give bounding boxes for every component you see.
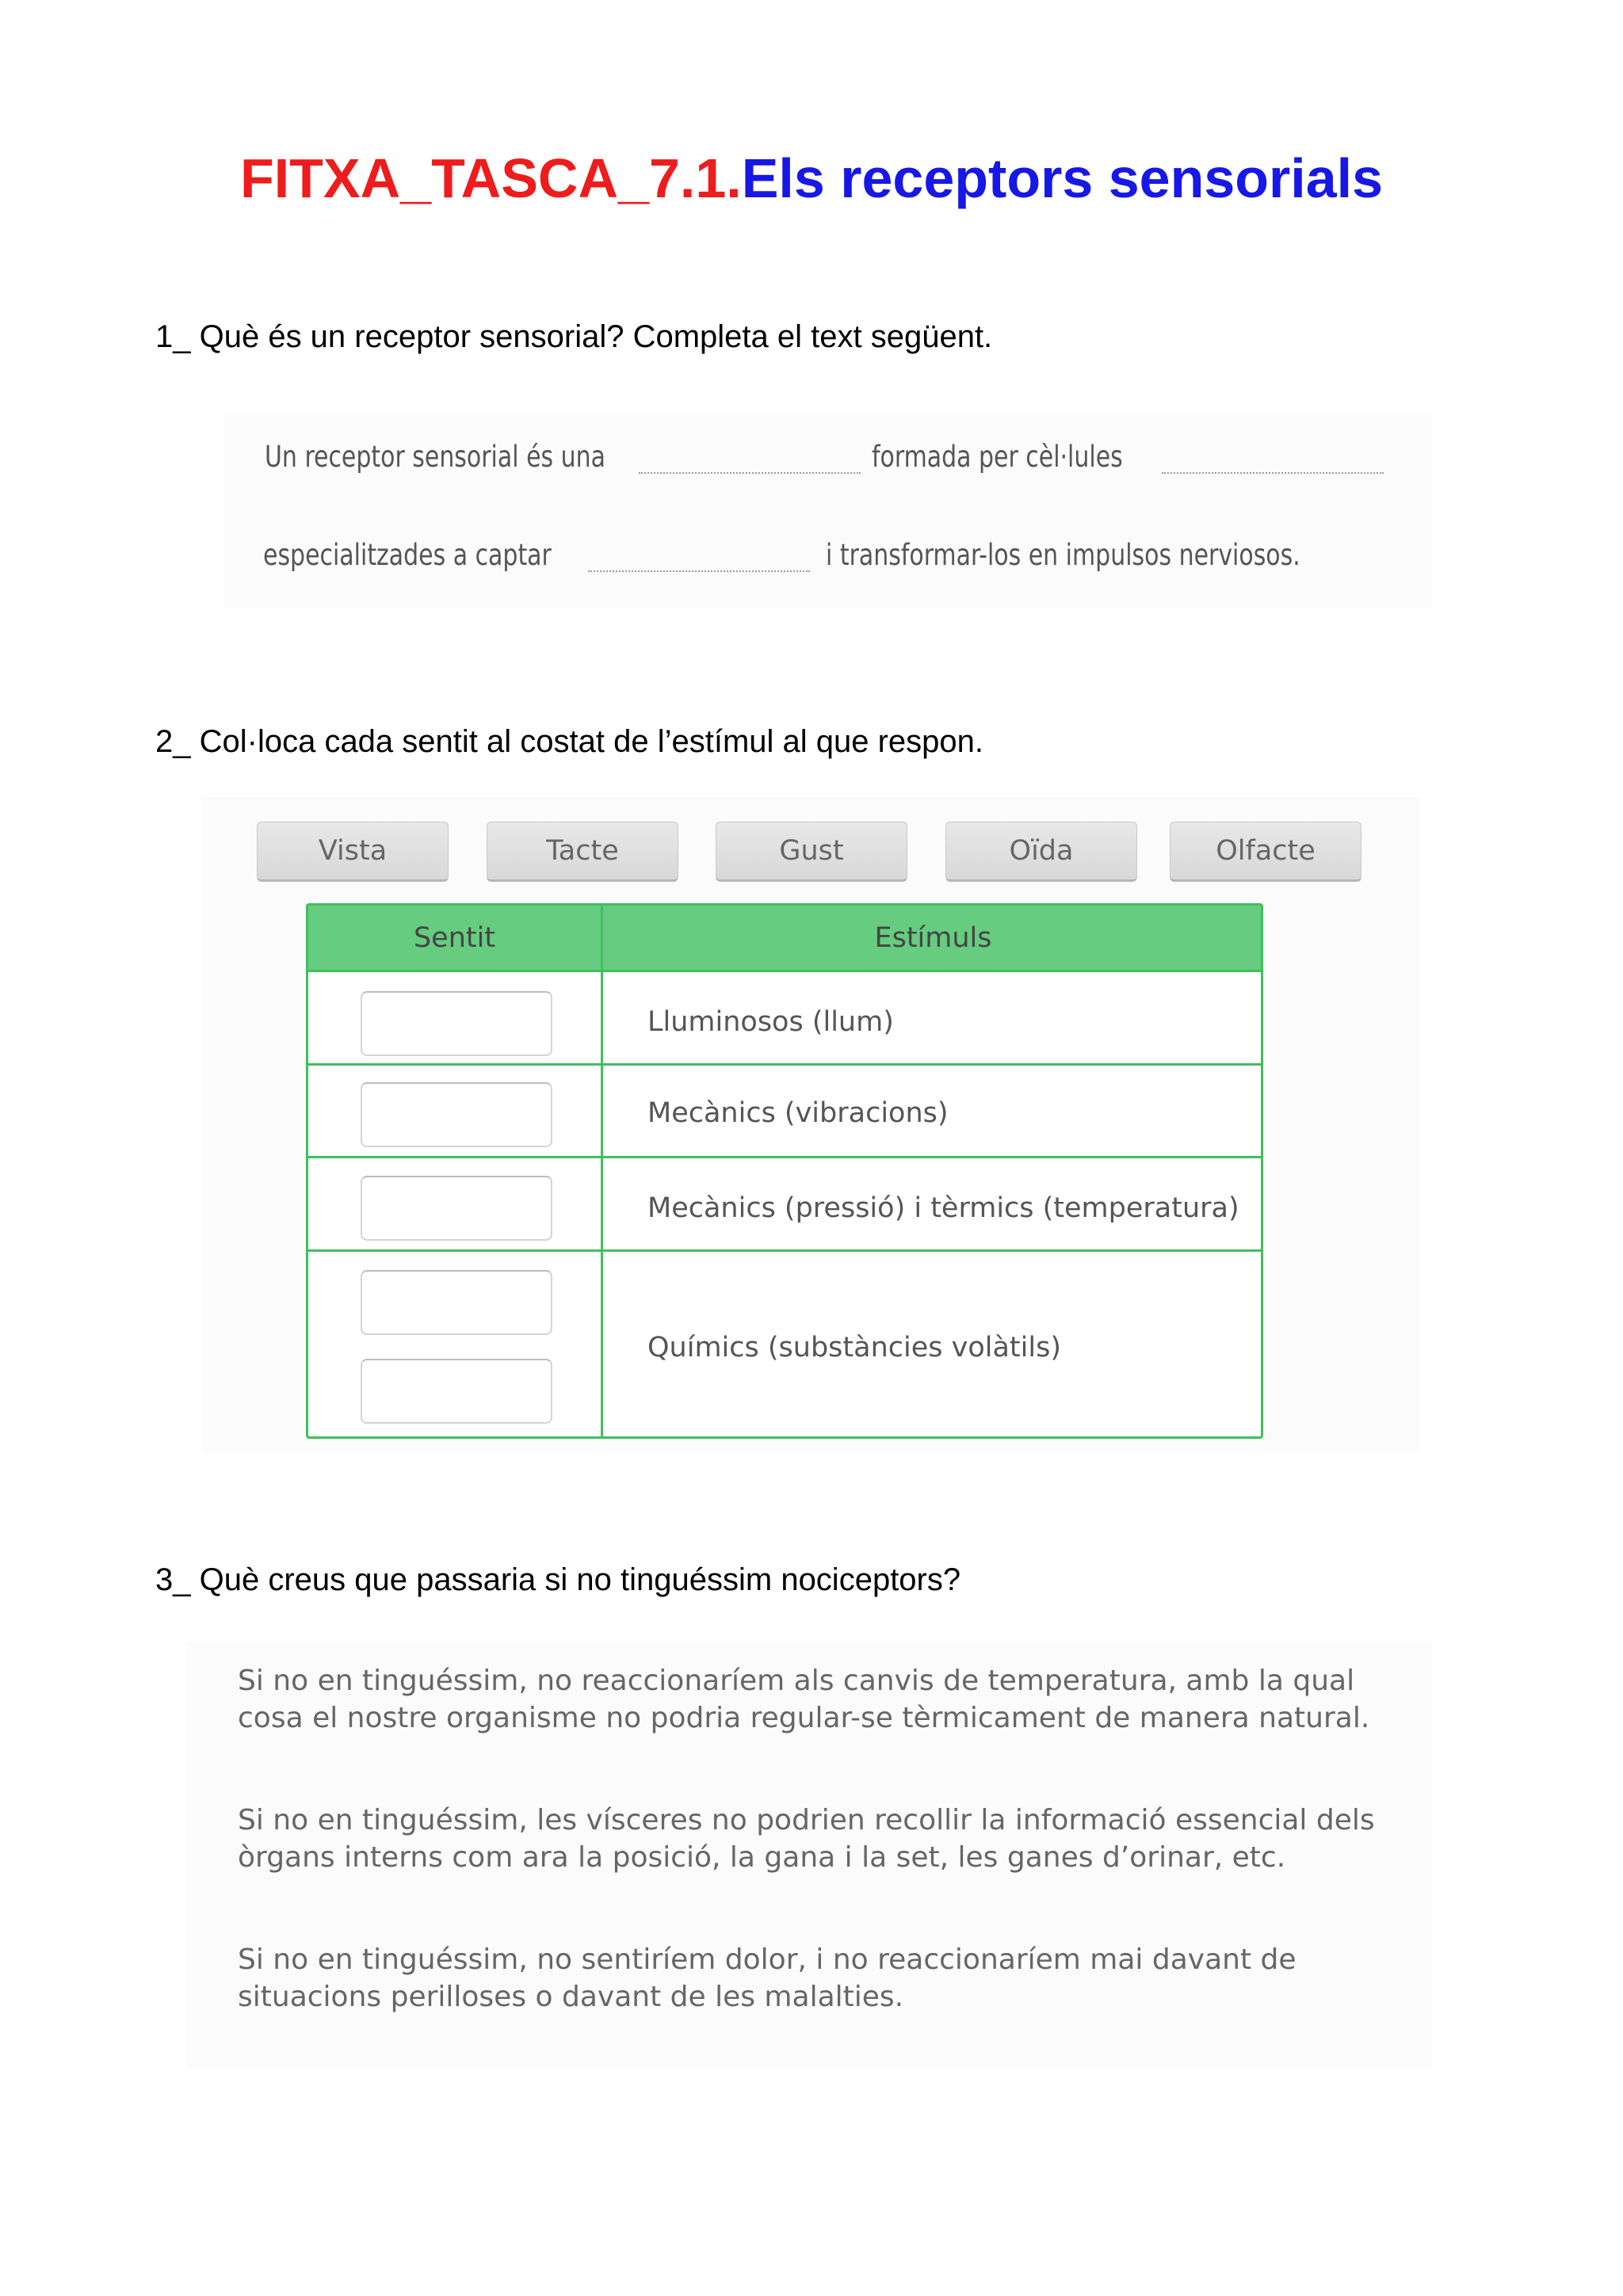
q1-blank-2[interactable]: [1162, 472, 1384, 474]
page-title: [0, 147, 1623, 209]
stimulus-row: Lluminosos (llum): [647, 1006, 894, 1038]
q1-text-1b: formada per cèl·lules: [872, 440, 1123, 474]
column-divider: [601, 906, 603, 1436]
table-header: [308, 906, 1261, 972]
row-divider: [308, 1063, 1261, 1066]
q1-text-1a: Un receptor sensorial és una: [265, 440, 605, 474]
answer-2: Si no en tinguéssim, les vísceres no podrien recollir la informació essencial dels òrgans interns com ara la posició, la gana i la set, les ganes d’orinar, etc.: [238, 1804, 1375, 1874]
row-divider: [308, 1156, 1261, 1158]
stimulus-row: Mecànics (vibracions): [647, 1097, 949, 1129]
title-topic: Els receptors sensorials: [741, 147, 1384, 209]
stimulus-row: Mecànics (pressió) i tèrmics (temperatura): [647, 1192, 1239, 1224]
q1-text-2a: especialitzades a captar: [263, 538, 552, 572]
answer-3: Si no en tinguéssim, no sentiríem dolor, i no reaccionaríem mai davant de situacions perilloses o davant de les malalties.: [238, 1943, 1296, 2013]
drop-slot-vibracions[interactable]: [361, 1082, 552, 1147]
row-divider: [308, 1249, 1261, 1252]
chip-tacte[interactable]: Tacte: [487, 822, 678, 882]
stimulus-row: Químics (substàncies volàtils): [647, 1332, 1061, 1363]
drop-slot-quimics-1[interactable]: [361, 1270, 552, 1335]
header-sentit: Sentit: [413, 921, 496, 954]
drop-slot-pressio[interactable]: [361, 1176, 552, 1241]
question-3: 3_ Què creus que passaria si no tinguéssim nociceptors?: [155, 1562, 961, 1597]
question-2: 2_ Col·loca cada sentit al costat de l’estímul al que respon.: [155, 724, 984, 759]
drop-slot-llum[interactable]: [361, 991, 552, 1056]
senses-table: [306, 903, 1263, 1439]
title-code: FITXA_TASCA_7.1.: [239, 147, 742, 209]
q1-blank-1[interactable]: [639, 472, 861, 474]
chip-oida[interactable]: Oïda: [945, 822, 1137, 882]
q1-text-2b: i transformar-los en impulsos nerviosos.: [826, 538, 1300, 572]
header-estimuls: Estímuls: [874, 921, 992, 954]
question-1: 1_ Què és un receptor sensorial? Completa el text següent.: [155, 319, 993, 354]
q1-panel: [225, 415, 1433, 608]
chip-gust[interactable]: Gust: [716, 822, 907, 882]
chip-vista[interactable]: Vista: [257, 822, 449, 882]
answer-1: Si no en tinguéssim, no reaccionaríem als canvis de temperatura, amb la qual cosa el nostre organisme no podria regular-se tèrmicament de manera natural.: [238, 1665, 1370, 1734]
chip-olfacte[interactable]: Olfacte: [1170, 822, 1361, 882]
q1-blank-3[interactable]: [588, 570, 810, 572]
drop-slot-quimics-2[interactable]: [361, 1359, 552, 1424]
